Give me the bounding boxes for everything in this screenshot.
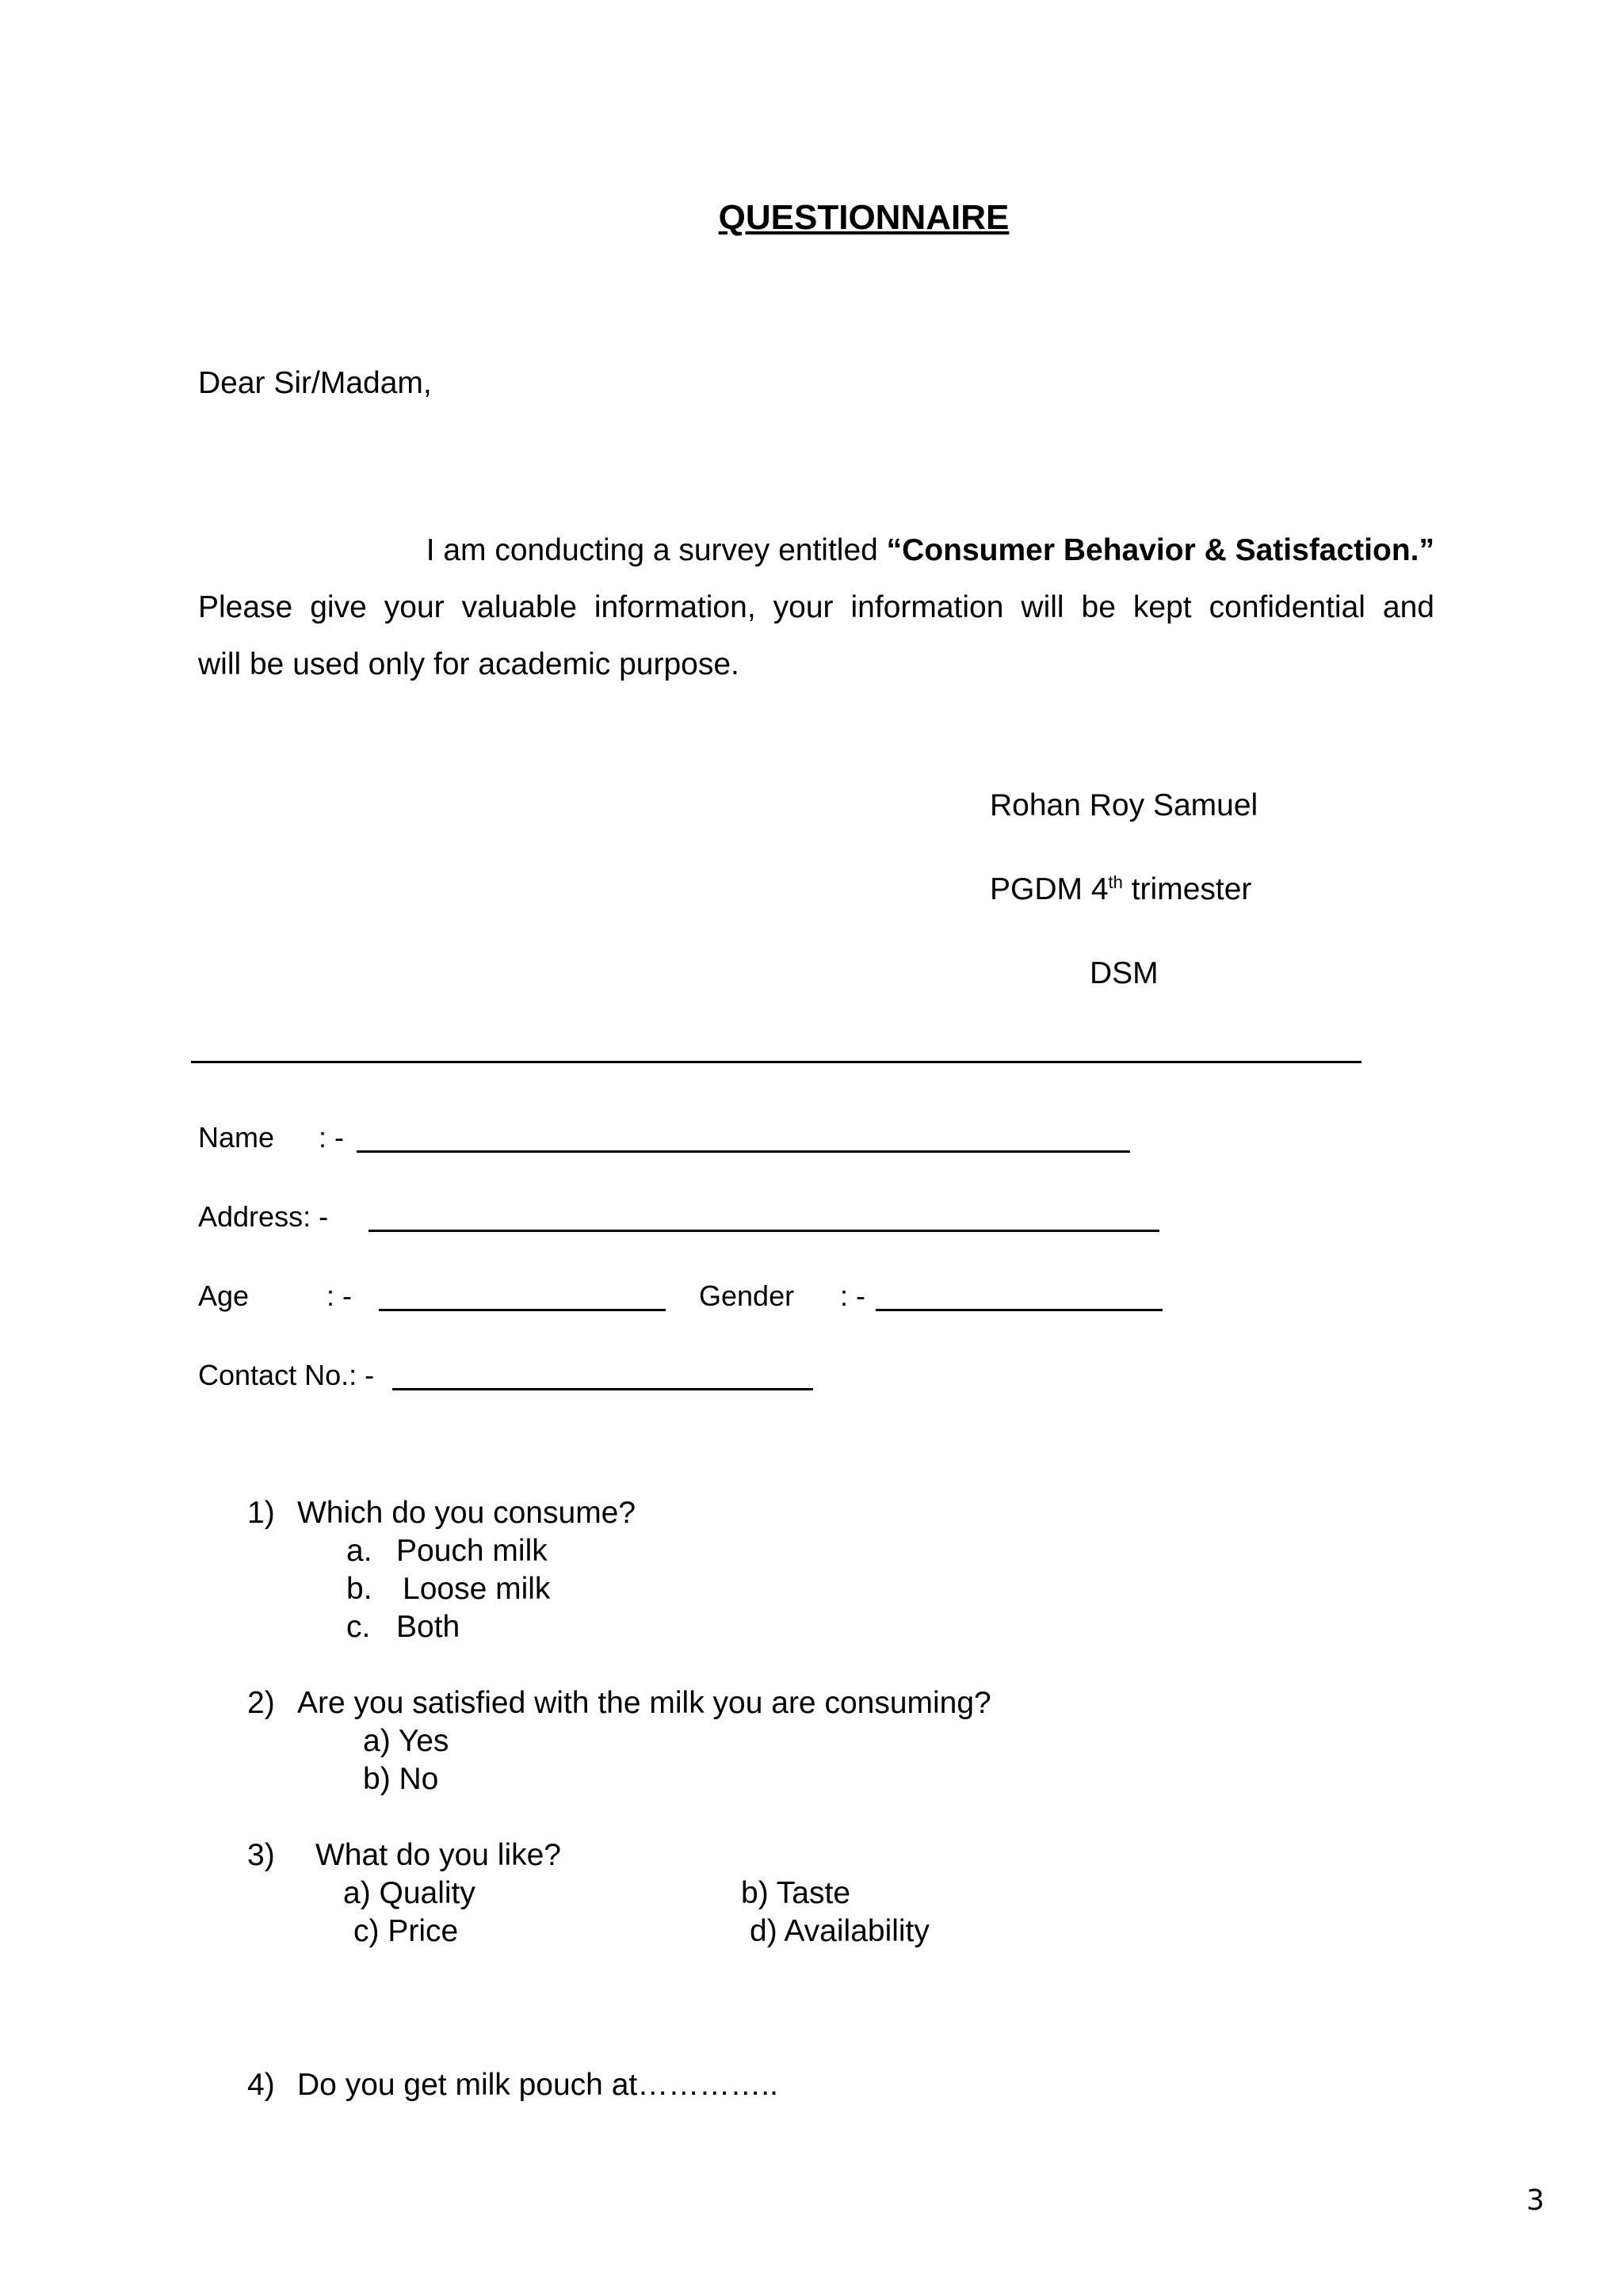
- q3-option-c[interactable]: c) Price: [353, 1914, 459, 1948]
- name-label: Name: [198, 1121, 275, 1154]
- signature-institute: DSM: [1090, 956, 1159, 990]
- intro-line-2: Please give your valuable information, your information will be kept confidential and: [198, 590, 1434, 624]
- q1-option-c-marker: c.: [346, 1610, 371, 1644]
- gender-label: Gender: [699, 1280, 795, 1312]
- q2-option-a[interactable]: a) Yes: [363, 1724, 449, 1758]
- section-divider: [191, 1061, 1361, 1063]
- q3-option-a[interactable]: a) Quality: [343, 1876, 475, 1910]
- salutation: Dear Sir/Madam,: [198, 366, 432, 400]
- question-4-text: Do you get milk pouch at…………..: [297, 2068, 778, 2102]
- contact-label: Contact No.: -: [198, 1359, 375, 1391]
- q1-option-c[interactable]: Both: [396, 1610, 460, 1644]
- age-blank-line[interactable]: [379, 1309, 666, 1311]
- address-label: Address: -: [198, 1200, 329, 1233]
- question-1-number: 1): [247, 1496, 275, 1530]
- question-3-number: 3): [247, 1838, 275, 1872]
- question-2-text: Are you satisfied with the milk you are consuming?: [297, 1686, 991, 1720]
- q1-option-a-marker: a.: [346, 1534, 372, 1568]
- q1-option-a[interactable]: Pouch milk: [396, 1534, 548, 1568]
- page-title: QUESTIONNAIRE: [718, 198, 1010, 237]
- survey-title: “Consumer Behavior & Satisfaction.”: [886, 533, 1434, 567]
- signature-program: [990, 874, 1251, 905]
- q1-option-b[interactable]: Loose milk: [403, 1572, 551, 1606]
- q3-option-d[interactable]: d) Availability: [750, 1914, 930, 1948]
- question-2-number: 2): [247, 1686, 275, 1720]
- contact-blank-line[interactable]: [392, 1388, 813, 1390]
- q3-option-b[interactable]: b) Taste: [741, 1876, 851, 1910]
- q1-option-b-marker: b.: [346, 1572, 372, 1606]
- intro-line-3: will be used only for academic purpose.: [198, 647, 739, 681]
- age-separator: : -: [327, 1280, 352, 1312]
- program-superscript: th: [1108, 872, 1123, 892]
- question-3-text: What do you like?: [315, 1838, 562, 1872]
- gender-blank-line[interactable]: [876, 1309, 1163, 1311]
- address-blank-line[interactable]: [369, 1230, 1159, 1232]
- question-1-text: Which do you consume?: [297, 1496, 636, 1530]
- age-label: Age: [198, 1280, 250, 1312]
- question-4-number: 4): [247, 2068, 275, 2102]
- q2-option-b[interactable]: b) No: [363, 1762, 439, 1796]
- gender-separator: : -: [840, 1280, 865, 1312]
- intro-prefix: I am conducting a survey entitled: [426, 533, 887, 567]
- program-prefix: PGDM 4: [990, 872, 1109, 906]
- intro-line-1: [349, 535, 1434, 566]
- name-blank-line[interactable]: [357, 1150, 1130, 1153]
- page-number: 3: [1526, 2184, 1545, 2217]
- name-separator: : -: [319, 1121, 344, 1154]
- signature-name: Rohan Roy Samuel: [990, 788, 1258, 822]
- program-suffix: trimester: [1122, 872, 1252, 906]
